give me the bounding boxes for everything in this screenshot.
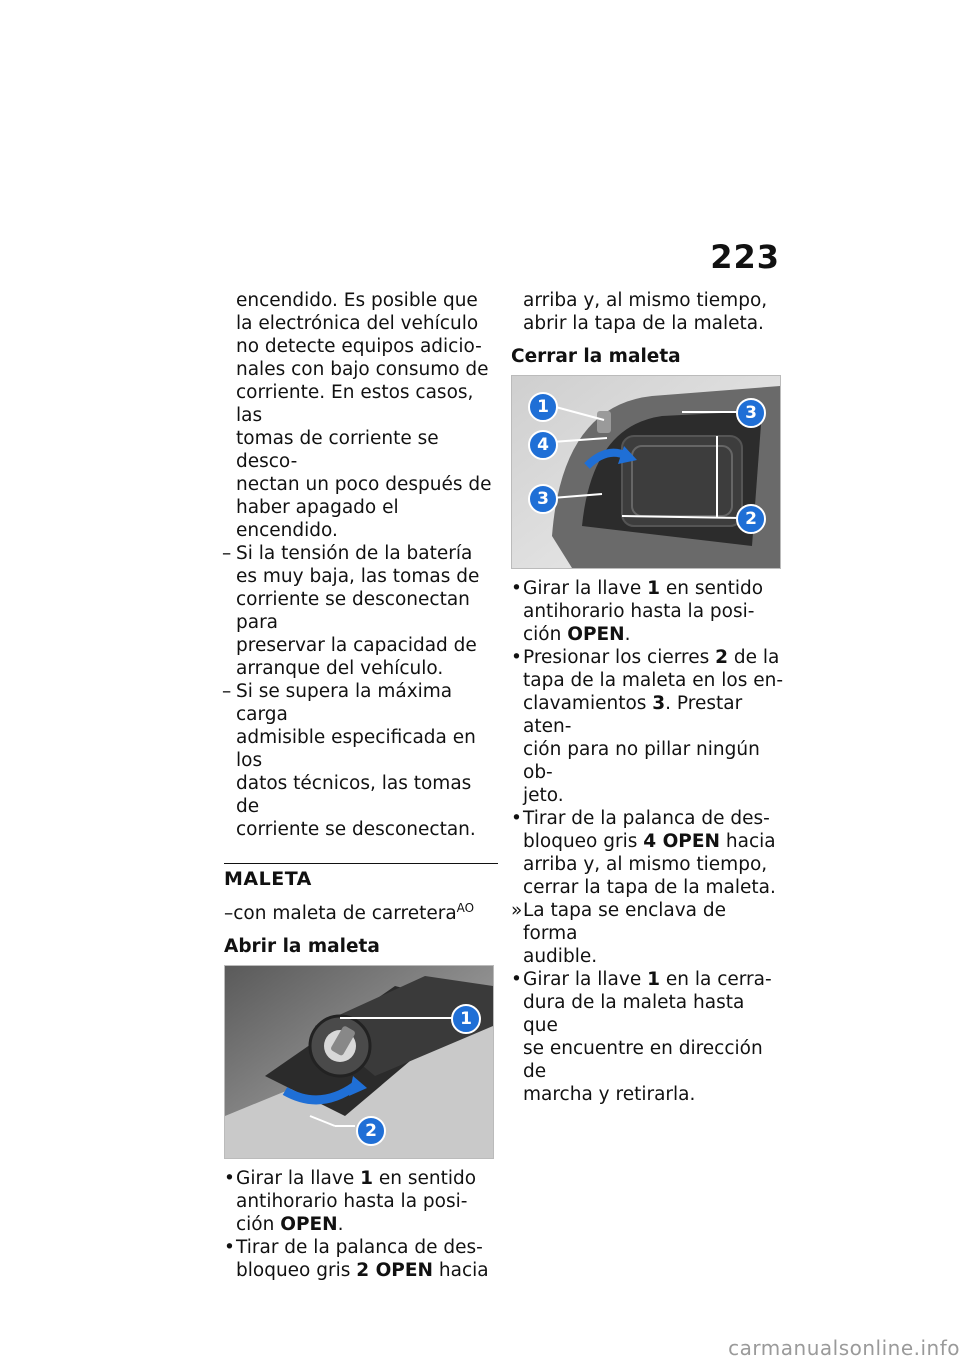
bullet-marker: • xyxy=(511,969,522,990)
option-note xyxy=(224,897,494,925)
text-line: Tirar de la palanca de des- xyxy=(523,808,770,829)
bullet-marker: • xyxy=(511,647,522,668)
callout-badge: 1 xyxy=(528,392,558,422)
text-line xyxy=(523,968,783,991)
text-line: la electrónica del vehículo xyxy=(236,313,479,334)
bullet-item xyxy=(224,1167,494,1236)
text-run: en sentido xyxy=(372,1168,477,1189)
text-line: audible. xyxy=(523,946,598,967)
text-run: bloqueo gris xyxy=(523,831,644,852)
text-line: tapa de la maleta en los en- xyxy=(523,670,784,691)
dash-list-item xyxy=(224,680,494,841)
dash-list-item xyxy=(224,542,494,680)
callout-badge: 2 xyxy=(356,1116,386,1146)
bullet-item xyxy=(511,968,783,1106)
text-run: . xyxy=(624,624,631,645)
text-line: corriente se desconectan para xyxy=(236,589,470,633)
position-label: OPEN xyxy=(280,1214,338,1235)
continued-paragraph xyxy=(224,289,494,542)
text-line: antihorario hasta la posi- xyxy=(236,1191,468,1212)
callout-badge: 4 xyxy=(528,430,558,460)
text-line: corriente. En estos casos, las xyxy=(236,382,474,426)
site-watermark: carmanualsonline.info xyxy=(728,1336,960,1360)
text-line: marcha y retirarla. xyxy=(523,1084,696,1105)
dash-marker: – xyxy=(222,543,232,564)
text-run: hacia xyxy=(720,831,776,852)
left-column xyxy=(224,289,494,1282)
section-title: MALETA xyxy=(224,868,312,890)
callout-ref: 2 OPEN xyxy=(356,1260,433,1281)
text-line: Si la tensión de la batería xyxy=(236,543,473,564)
callout-badge: 1 xyxy=(451,1004,481,1034)
text-line: antihorario hasta la posi- xyxy=(523,601,755,622)
bullet-item xyxy=(224,1236,494,1282)
text-line: es muy baja, las tomas de xyxy=(236,566,480,587)
text-line: dura de la maleta hasta que xyxy=(523,992,745,1036)
text-line xyxy=(236,1213,494,1236)
bullet-marker: • xyxy=(224,1168,235,1189)
text-line: admisible especificada en los xyxy=(236,727,476,771)
text-run: hacia xyxy=(433,1260,489,1281)
text-line: arriba y, al mismo tiempo, xyxy=(523,854,768,875)
text-line xyxy=(523,623,783,646)
text-line: se encuentre en dirección de xyxy=(523,1038,763,1082)
text-line: jeto. xyxy=(523,785,564,806)
text-line: Si se supera la máxima carga xyxy=(236,681,453,725)
bullet-item xyxy=(511,807,783,899)
text-run: bloqueo gris xyxy=(236,1260,357,1281)
text-line: ción para no pillar ningún ob- xyxy=(523,739,760,783)
text-line: abrir la tapa de la maleta. xyxy=(523,313,764,334)
text-line xyxy=(523,830,783,853)
text-run: Girar la llave xyxy=(523,969,648,990)
text-line xyxy=(523,646,783,669)
callout-badge: 3 xyxy=(736,398,766,428)
text-line: nectan un poco después de xyxy=(236,474,492,495)
right-column xyxy=(511,289,783,1106)
callout-ref: 4 OPEN xyxy=(643,831,720,852)
text-line: tomas de corriente se desco- xyxy=(236,428,439,472)
callout-ref: 1 xyxy=(647,969,660,990)
text-run: ción xyxy=(523,624,568,645)
callout-ref: 1 xyxy=(647,578,660,599)
text-run: . Prestar aten- xyxy=(523,693,743,737)
close-case-photo xyxy=(511,375,781,569)
text-line: arranque del vehículo. xyxy=(236,658,444,679)
text-line xyxy=(236,1167,494,1190)
bullet-marker: • xyxy=(511,808,522,829)
callout-ref: 1 xyxy=(360,1168,373,1189)
section-divider xyxy=(224,863,498,864)
text-line: Tirar de la palanca de des- xyxy=(236,1237,483,1258)
text-run: clavamientos xyxy=(523,693,653,714)
text-line xyxy=(523,692,783,738)
text-line: encendido. Es posible que xyxy=(236,290,478,311)
option-code: AO xyxy=(456,901,475,915)
bullet-marker: • xyxy=(511,578,522,599)
bullet-marker: • xyxy=(224,1237,235,1258)
position-label: OPEN xyxy=(567,624,625,645)
text-run: en la cerra- xyxy=(659,969,772,990)
bullet-item xyxy=(511,577,783,646)
result-item xyxy=(511,899,783,968)
text-line: no detecte equipos adicio- xyxy=(236,336,482,357)
subsection-title: Abrir la maleta xyxy=(224,936,380,957)
subsection-title: Cerrar la maleta xyxy=(511,346,681,367)
text-line xyxy=(236,1259,494,1282)
callout-badge: 2 xyxy=(736,504,766,534)
option-text: –con maleta de carretera xyxy=(224,903,457,924)
bullet-item xyxy=(511,646,783,807)
text-run: Girar la llave xyxy=(236,1168,361,1189)
text-run: de la xyxy=(727,647,780,668)
page-number: 223 xyxy=(710,238,780,276)
text-run: Presionar los cierres xyxy=(523,647,716,668)
text-run: . xyxy=(337,1214,344,1235)
text-line: arriba y, al mismo tiempo, xyxy=(523,290,768,311)
text-line: preservar la capacidad de xyxy=(236,635,477,656)
text-line xyxy=(523,577,783,600)
text-line: cerrar la tapa de la maleta. xyxy=(523,877,776,898)
text-run: en sentido xyxy=(659,578,764,599)
text-line: haber apagado el encendido. xyxy=(236,497,399,541)
continued-paragraph xyxy=(511,289,783,335)
text-line: corriente se desconectan. xyxy=(236,819,476,840)
callout-ref: 2 xyxy=(715,647,728,668)
result-marker: » xyxy=(511,900,523,921)
text-line: datos técnicos, las tomas de xyxy=(236,773,472,817)
text-run: Girar la llave xyxy=(523,578,648,599)
dash-marker: – xyxy=(222,681,232,702)
open-case-photo xyxy=(224,965,494,1159)
callout-badge: 3 xyxy=(528,484,558,514)
callout-ref: 3 xyxy=(652,693,666,714)
text-line: La tapa se enclava de forma xyxy=(523,900,727,944)
text-line: nales con bajo consumo de xyxy=(236,359,489,380)
text-run: ción xyxy=(236,1214,281,1235)
